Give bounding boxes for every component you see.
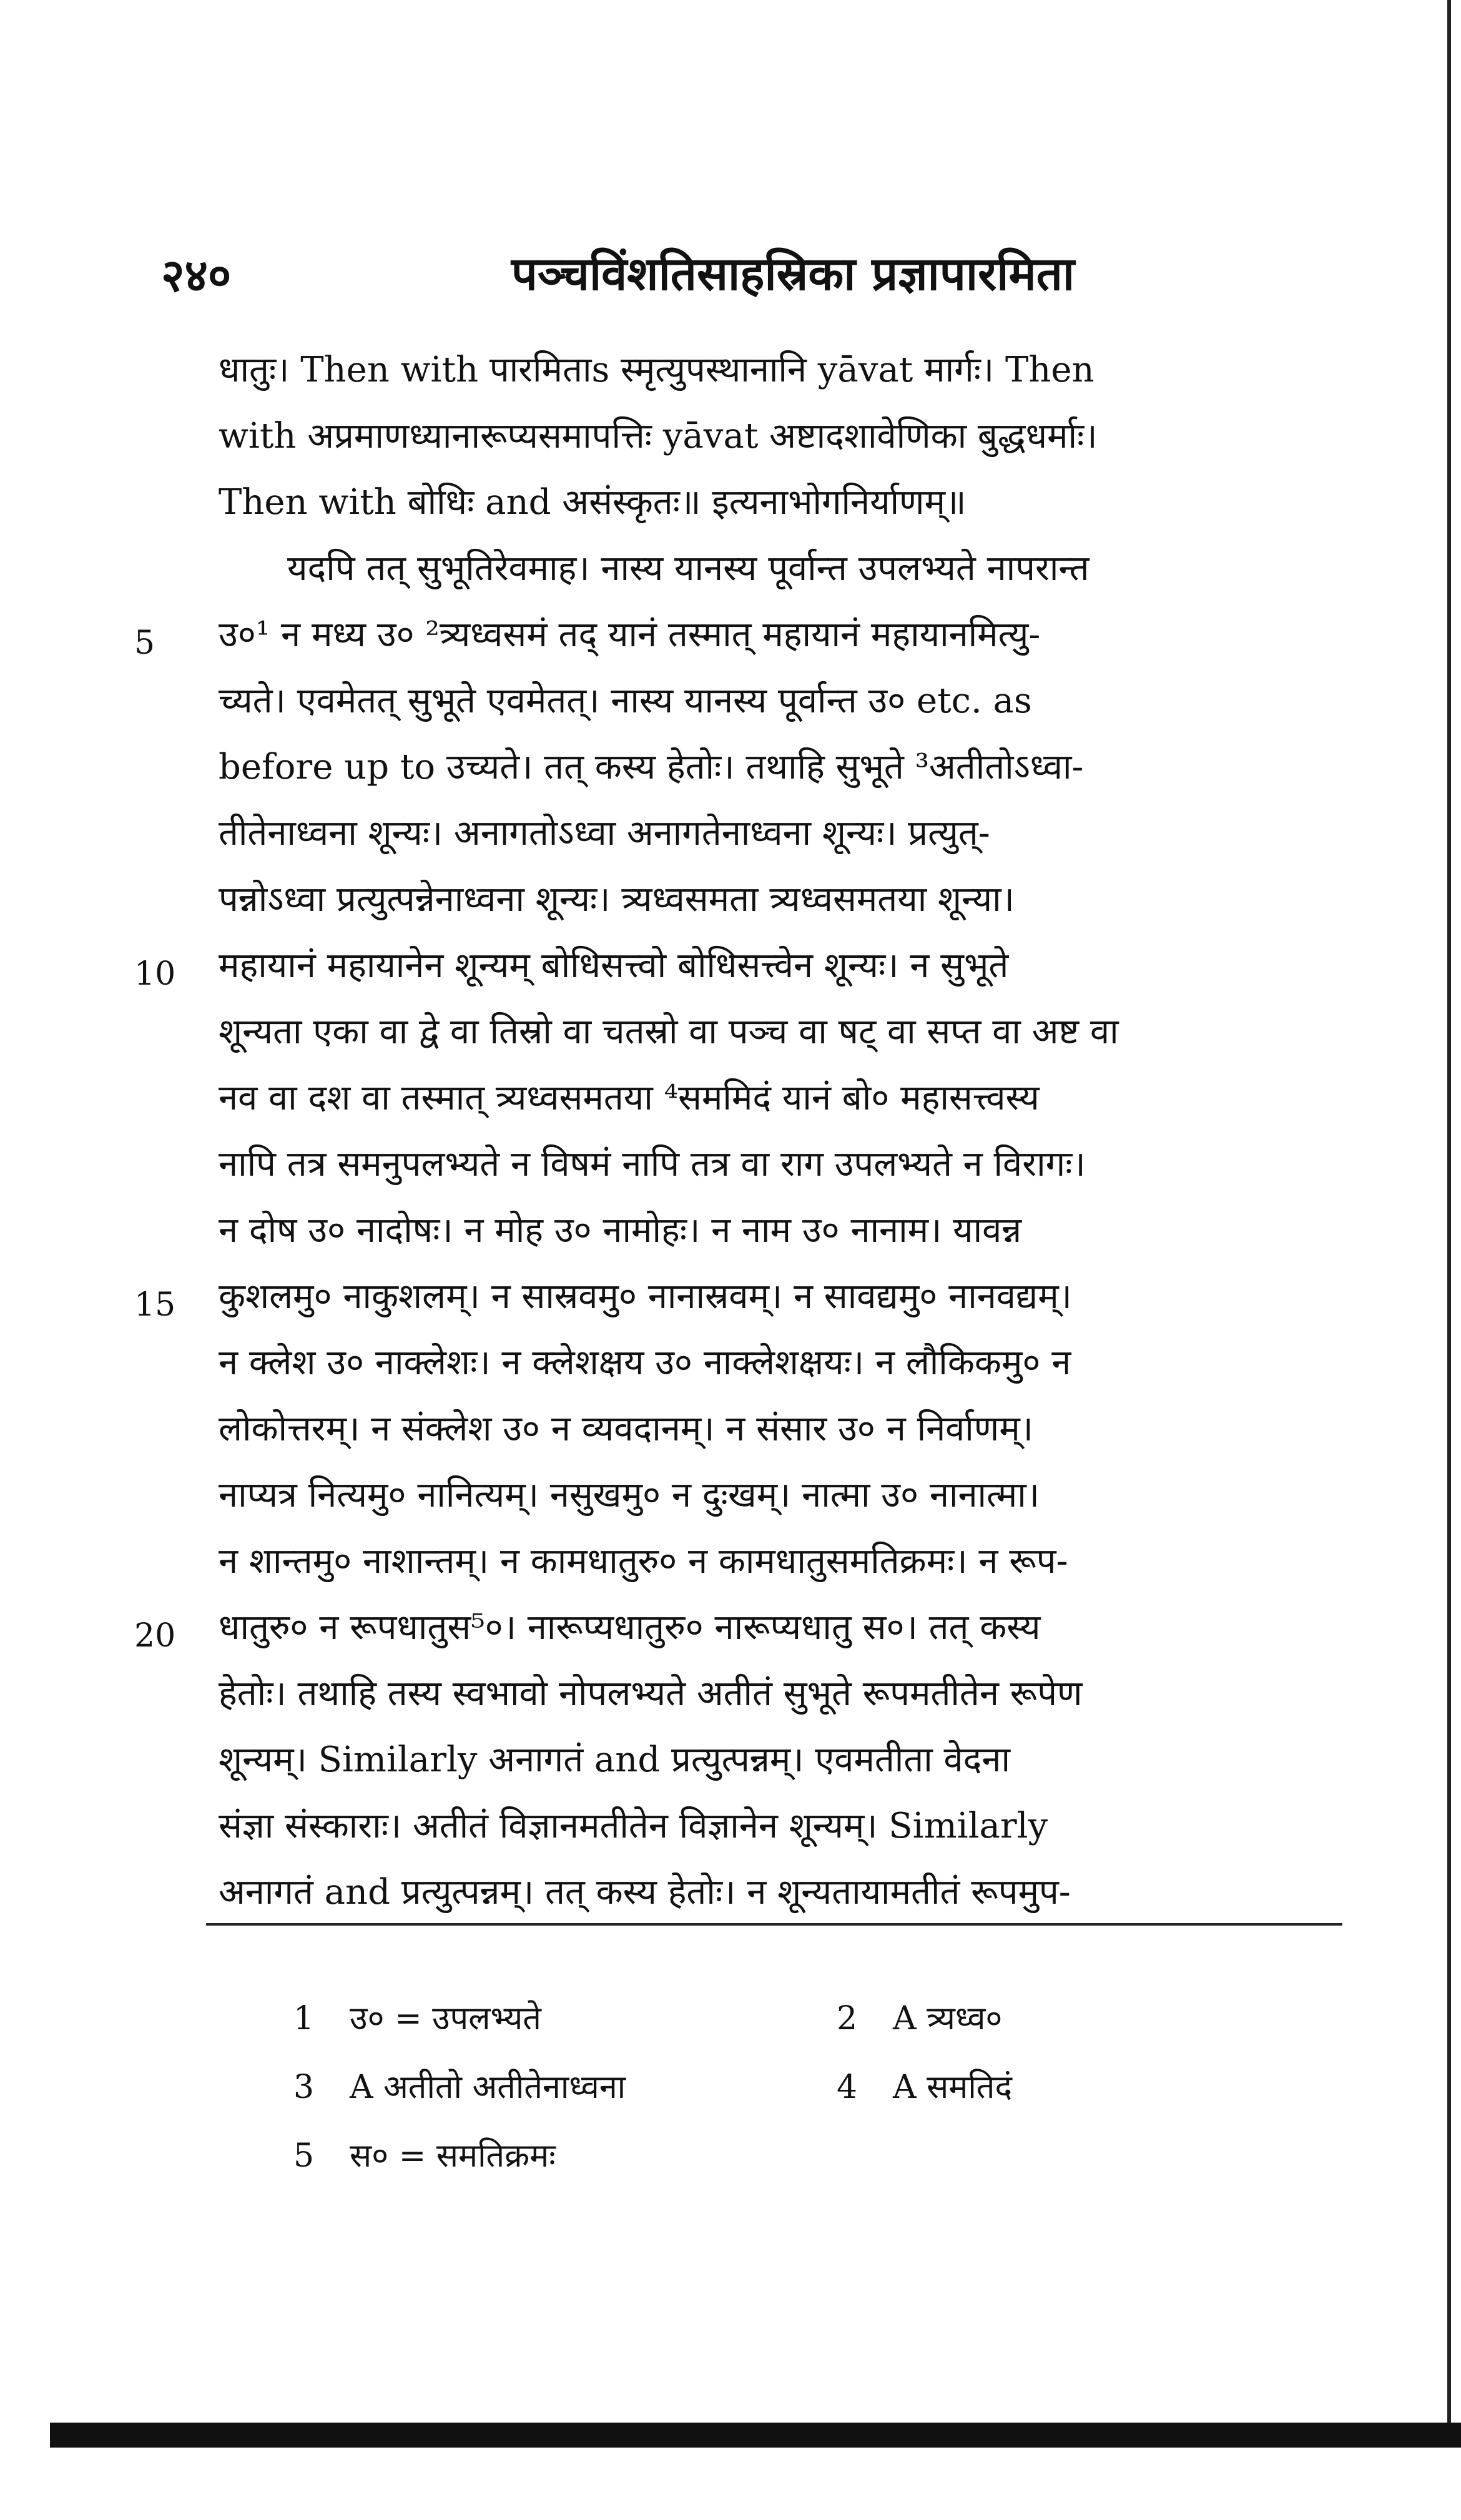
line-number-5: 5 — [134, 624, 155, 662]
text-line-15: कुशलमु० नाकुशलम्। न सास्रवमु० नानास्रवम्। न सावद्यमु० नानवद्यम्। — [219, 1276, 1072, 1317]
footnote-text: उ० = उपलभ्यते — [350, 2000, 541, 2037]
footnote-text: A समतिदं — [893, 2069, 1013, 2106]
text-line-21: हेतोः। तथाहि तस्य स्वभावो नोपलभ्यते अतीतं सुभूते रूपमतीतेन रूपेण — [219, 1673, 1083, 1714]
text-line-5: उ०¹ न मध्य उ० ²त्र्यध्वसमं तद् यानं तस्मात् महायानं महायानमित्यु- — [219, 614, 1041, 655]
text-line-19: न शान्तमु० नाशान्तम्। न कामधातुरु० न कामधातुसमतिक्रमः। न रूप- — [219, 1541, 1068, 1582]
text-line-6: च्यते। एवमेतत् सुभूते एवमेतत्। नास्य यानस्य पूर्वान्त उ० etc. as — [219, 681, 1032, 721]
text-line-9: पन्नोऽध्वा प्रत्युत्पन्नेनाध्वना शून्यः। त्र्यध्वसमता त्र्यध्वसमतया शून्या। — [219, 879, 1015, 920]
text-line-16: न क्लेश उ० नाक्लेशः। न क्लेशक्षय उ० नाक्लेशक्षयः। न लौकिकमु० न — [219, 1342, 1071, 1383]
line-number-10: 10 — [134, 955, 176, 993]
text-line-24: अनागतं and प्रत्युत्पन्नम्। तत् कस्य हेतोः। न शून्यतायामतीतं रूपमुप- — [219, 1872, 1071, 1912]
page-edge-shadow — [1447, 0, 1451, 2448]
footnote-text: स० = समतिक्रमः — [350, 2137, 556, 2175]
page-number: २४० — [161, 249, 232, 302]
text-line-2: with अप्रमाणध्यानारूप्यसमापत्तिः yāvat अष्टादशावेणिका बुद्धधर्माः। — [219, 416, 1098, 456]
text-line-14: न दोष उ० नादोषः। न मोह उ० नामोहः। न नाम उ० नानाम। यावन्न — [219, 1210, 1022, 1251]
footnote-divider — [206, 1923, 1342, 1926]
line-number-20: 20 — [134, 1617, 176, 1655]
footnote-3 — [293, 2064, 626, 2108]
text-line-23: संज्ञा संस्काराः। अतीतं विज्ञानमतीतेन विज्ञानेन शून्यम्। Similarly — [219, 1806, 1048, 1846]
text-line-10: महायानं महायानेन शून्यम् बोधिसत्त्वो बोधिसत्त्वेन शून्यः। न सुभूते — [219, 945, 1009, 986]
footnote-text: A त्र्यध्व० — [893, 2000, 1003, 2037]
text-line-20: धातुरु० न रूपधातुस⁵०। नारूप्यधातुरु० नारूप्यधातु स०। तत् कस्य — [219, 1607, 1041, 1648]
text-line-4: यदपि तत् सुभूतिरेवमाह। नास्य यानस्य पूर्वान्त उपलभ्यते नापरान्त — [287, 548, 1090, 589]
footnote-number: 1 — [293, 2000, 315, 2037]
footnote-number: 2 — [837, 2000, 858, 2037]
text-line-7: before up to उच्यते। तत् कस्य हेतोः। तथाहि सुभूते ³अतीतोऽध्वा- — [219, 747, 1084, 787]
footnote-number: 3 — [293, 2069, 315, 2106]
footnote-5 — [293, 2132, 556, 2177]
footnote-2 — [837, 1995, 1002, 2039]
footnote-number: 4 — [837, 2069, 858, 2106]
line-number-15: 15 — [134, 1286, 176, 1324]
footnote-text: A अतीतो अतीतेनाध्वना — [350, 2069, 626, 2106]
text-line-17: लोकोत्तरम्। न संक्लेश उ० न व्यवदानम्। न संसार उ० न निर्वाणम्। — [219, 1409, 1034, 1449]
text-line-1: धातुः। Then with पारमिताs स्मृत्युपस्थानानि yāvat मार्गः। Then — [219, 350, 1095, 390]
text-line-11: शून्यता एका वा द्वे वा तिस्रो वा चतस्रो वा पञ्च वा षट् वा सप्त वा अष्ट वा — [219, 1011, 1119, 1052]
text-line-12: नव वा दश वा तस्मात् त्र्यध्वसमतया ⁴सममिदं यानं बो० महासत्त्वस्य — [219, 1078, 1040, 1118]
text-line-8: तीतेनाध्वना शून्यः। अनागतोऽध्वा अनागतेनाध्वना शून्यः। प्रत्युत्- — [219, 813, 990, 854]
footnote-1 — [293, 1995, 541, 2039]
main-text — [219, 337, 1330, 1926]
text-line-18: नाप्यत्र नित्यमु० नानित्यम्। नसुखमु० न दुःखम्। नात्मा उ० नानात्मा। — [219, 1475, 1040, 1515]
text-line-22: शून्यम्। Similarly अनागतं and प्रत्युत्पन्नम्। एवमतीता वेदना — [219, 1740, 1010, 1780]
running-title: पञ्चविंशतिसाहस्रिका प्रज्ञापारमिता — [511, 247, 1075, 301]
text-line-3: Then with बोधिः and असंस्कृतः॥ इत्यनाभोगनिर्याणम्॥ — [219, 482, 967, 523]
footnote-4 — [837, 2064, 1012, 2108]
footnote-number: 5 — [293, 2137, 315, 2175]
text-line-13: नापि तत्र समनुपलभ्यते न विषमं नापि तत्र वा राग उपलभ्यते न विरागः। — [219, 1144, 1086, 1184]
scan-bottom-band — [50, 2423, 1461, 2448]
